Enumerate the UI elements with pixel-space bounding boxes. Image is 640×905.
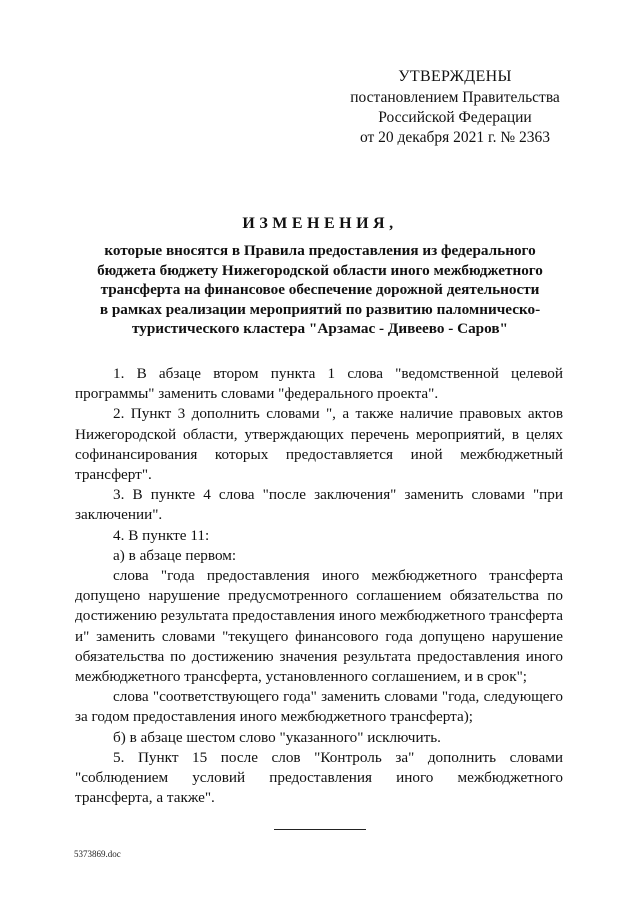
amendments-list — [75, 364, 563, 808]
title-subtitle — [60, 241, 580, 339]
amendment-item-4a: а) в абзаце первом: — [113, 546, 237, 564]
amendment-item-1: 1. В абзаце втором пункта 1 слова "ведомственной целевой программы" заменить словами "федерального проекта". — [75, 365, 563, 403]
amendment-item-4b: б) в абзаце шестом слово "указанного" исключить. — [113, 728, 441, 746]
amendment-item-4a-text-2: слова "соответствующего года" заменить словами "года, следующего за годом предоставления иного межбюджетного трансферта); — [75, 688, 563, 726]
title-sub-line-1: которые вносятся в Правила предоставления из федерального — [104, 242, 536, 259]
approval-line-3: от 20 декабря 2021 г. № 2363 — [359, 129, 551, 146]
closing-separator-line — [274, 829, 366, 830]
title-sub-line-2: бюджета бюджету Нижегородской области иного межбюджетного — [97, 261, 543, 279]
amendment-item-4a-text-1: слова "года предоставления иного межбюджетного трансферта допущено нарушение предусмотренного соглашением обязательства по достижению результата предоставления иного межбюджетного трансферта и" заменить словами "текущего финансового года допущено нарушение обязательства по достижению значения результата предоставления иного межбюджетного трансферта, установленного соглашением, и в срок"; — [75, 567, 563, 686]
title-sub-line-4: в рамках реализации мероприятий по развитию паломническо- — [99, 300, 541, 318]
amendment-item-5: 5. Пункт 15 после слов "Контроль за" дополнить словами "соблюдением условий предоставления иного межбюджетного трансферта, а также". — [75, 748, 563, 807]
amendment-item-2: 2. Пункт 3 дополнить словами ", а также наличие правовых актов Нижегородской области, утверждающих перечень мероприятий, в целях софинансирования которых предоставляется иной межбюджетный трансферт". — [75, 405, 563, 484]
approval-stamp — [330, 67, 580, 148]
approval-line-1: постановлением Правительства — [350, 89, 560, 106]
title-sub-line-3: трансферта на финансовое обеспечение дорожной деятельности — [100, 281, 540, 298]
approval-heading: УТВЕРЖДЕНЫ — [398, 68, 512, 85]
document-title — [60, 214, 580, 339]
title-sub-line-5: туристического кластера "Арзамас - Дивеево - Саров" — [132, 320, 508, 337]
amendment-item-4: 4. В пункте 11: — [113, 526, 210, 544]
approval-line-2: Российской Федерации — [378, 109, 532, 126]
amendment-item-3: 3. В пункте 4 слова "после заключения" заменить словами "при заключении". — [75, 486, 563, 524]
document-file-code: 5373869.doc — [74, 849, 121, 859]
title-main: ИЗМЕНЕНИЯ, — [242, 215, 398, 232]
